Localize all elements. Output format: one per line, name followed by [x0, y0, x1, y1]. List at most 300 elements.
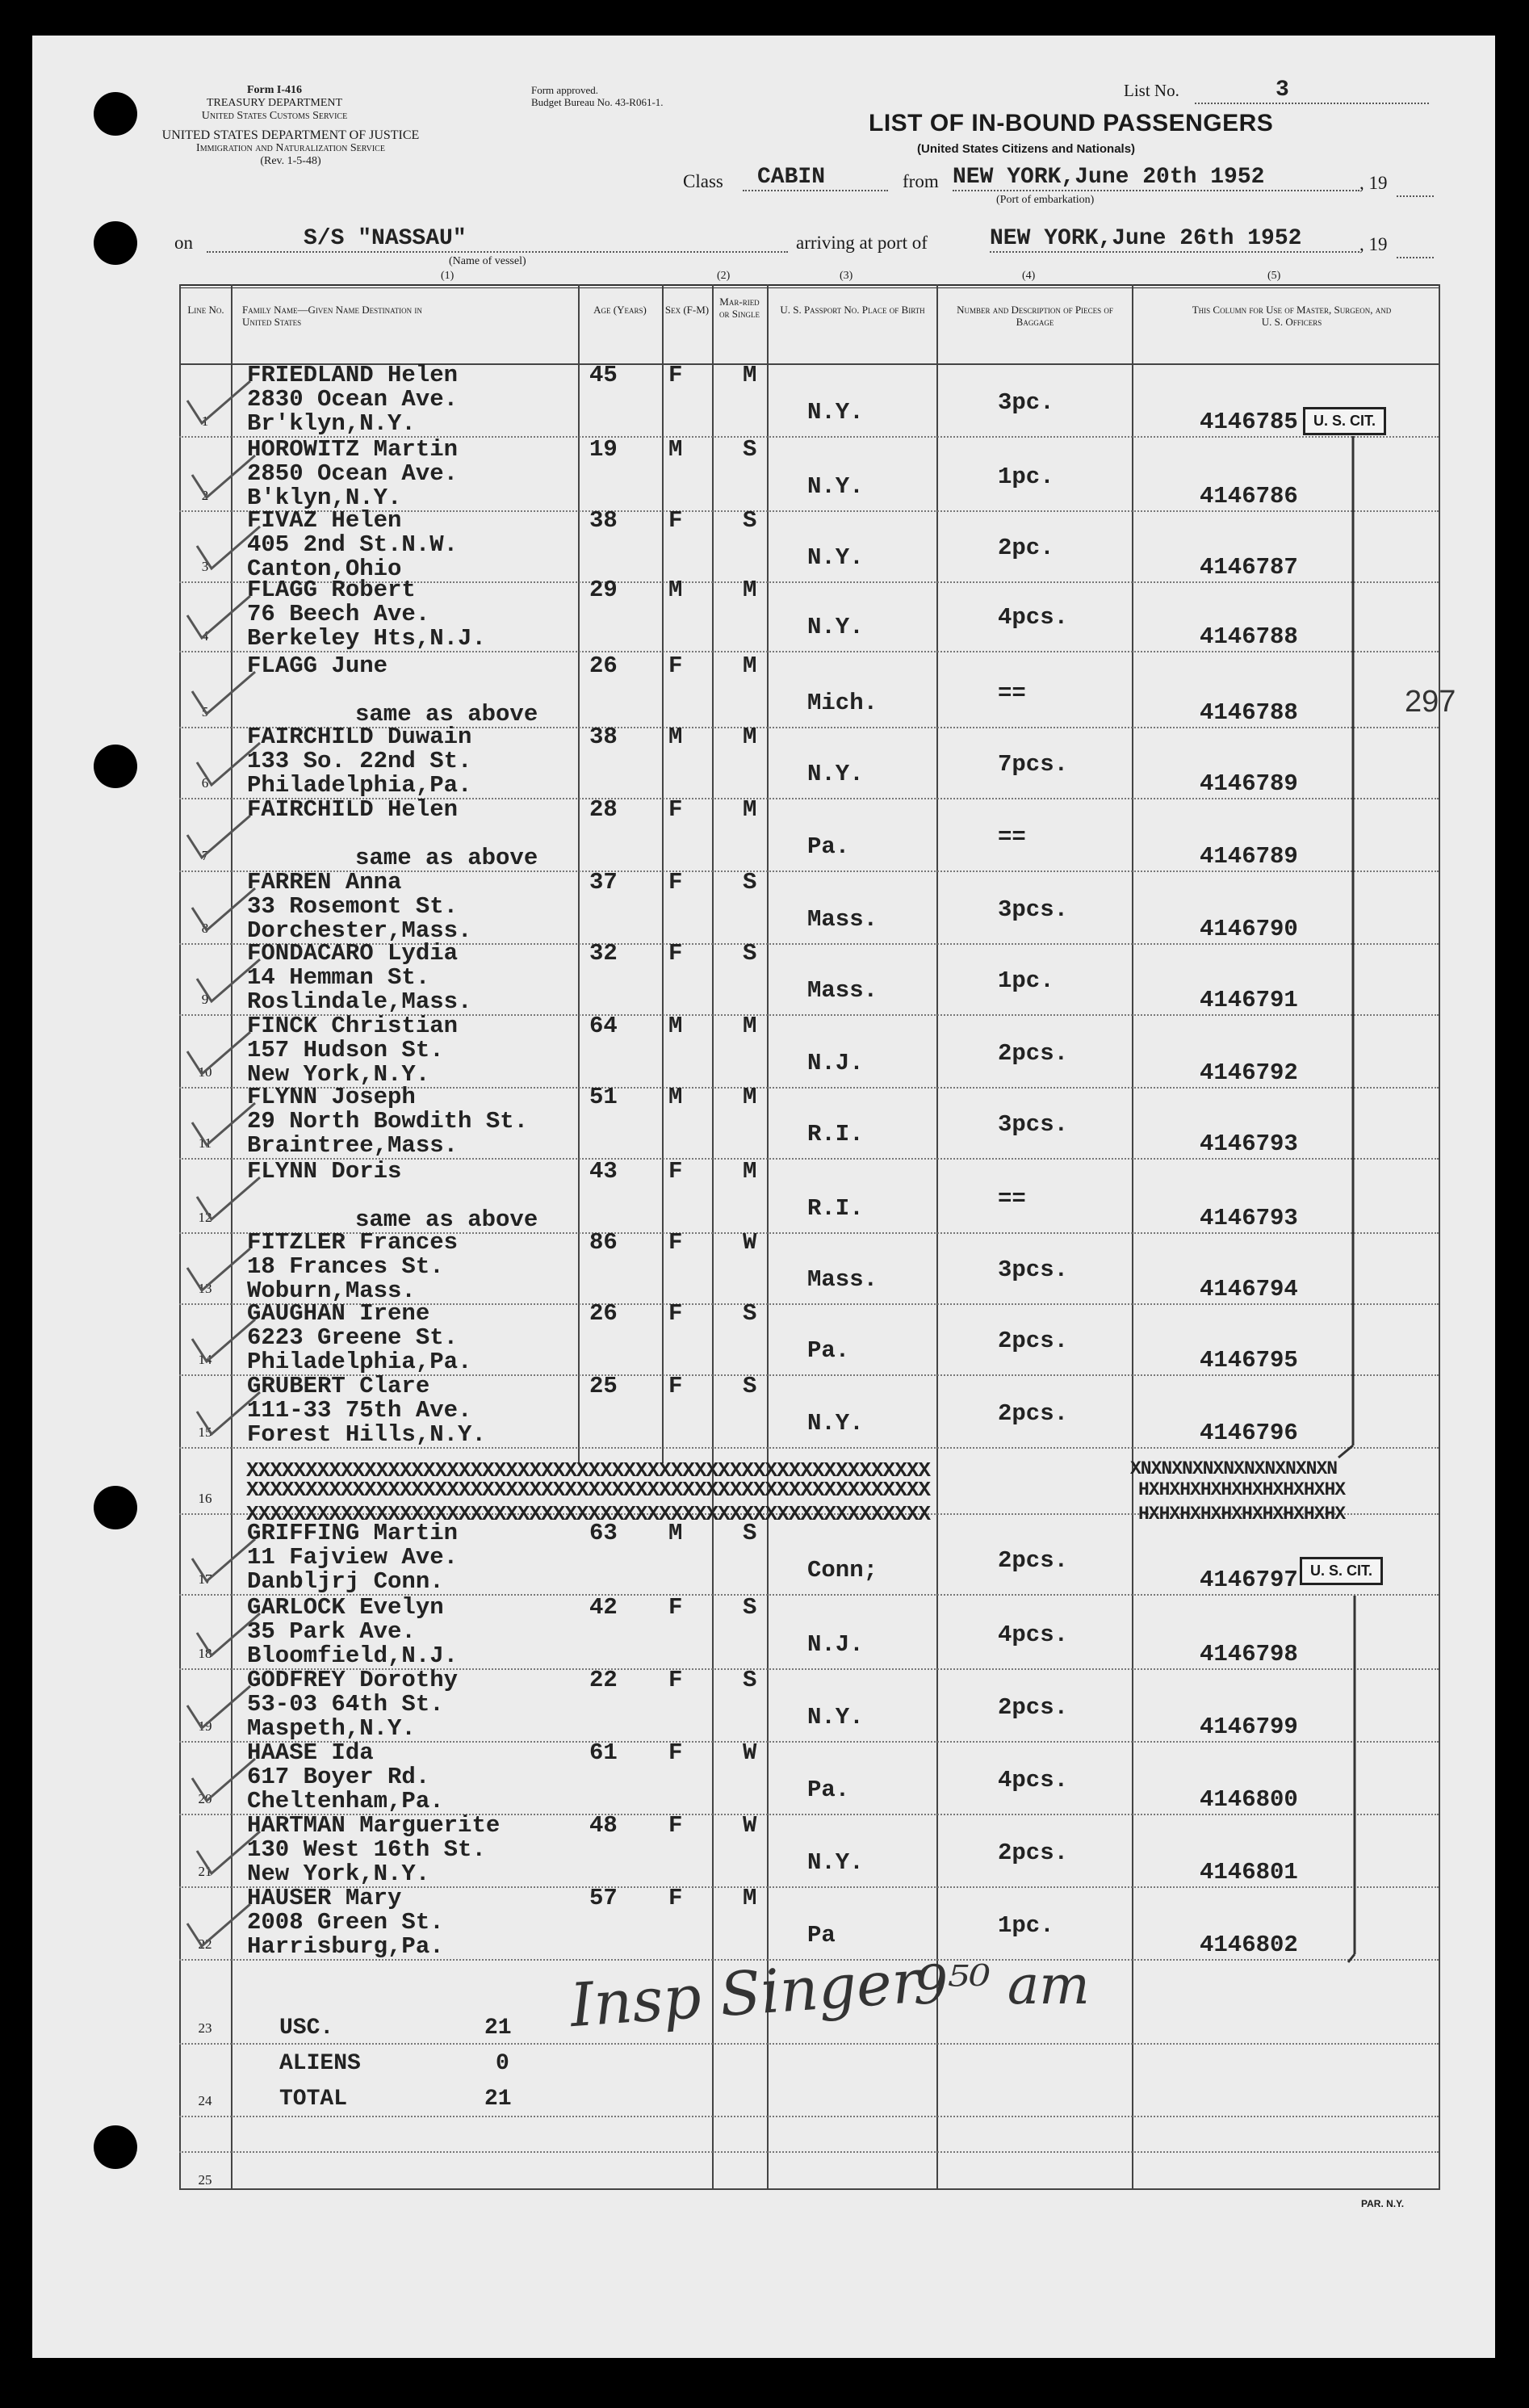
- customs-service: United States Customs Service: [201, 110, 348, 122]
- line-number: 9: [201, 992, 209, 1007]
- passenger-address-1: 2008 Green St.: [247, 1909, 444, 1936]
- baggage: 3pcs.: [998, 896, 1069, 923]
- punch-hole: [94, 745, 137, 788]
- check-mark-icon: [191, 1173, 263, 1229]
- line-number: 19: [198, 1718, 212, 1734]
- place-of-birth: N.Y.: [807, 399, 864, 426]
- col-divider: [767, 284, 769, 2190]
- passenger-address-2: Roslindale,Mass.: [247, 988, 472, 1015]
- cancel-strike-3: XXXXXXXXXXXXXXXXXXXXXXXXXXXXXXXXXXXXXXXXXXXXXXXXXXXXXXXXXX: [246, 1502, 930, 1526]
- col-divider: [712, 284, 714, 2190]
- check-mark-icon: [191, 1827, 263, 1883]
- passenger-marital: W: [743, 1812, 757, 1839]
- passenger-age: 38: [589, 724, 618, 750]
- total-label: TOTAL: [279, 2087, 348, 2112]
- line-number: 14: [198, 1352, 212, 1367]
- check-mark-icon: [191, 1387, 263, 1444]
- passenger-name: FLAGG June: [247, 652, 388, 679]
- passenger-name: HARTMAN Marguerite: [247, 1812, 501, 1839]
- from-value: NEW YORK,June 20th 1952: [953, 165, 1359, 191]
- place-of-birth: N.J.: [807, 1050, 864, 1076]
- officer-number: 4146797: [1200, 1567, 1298, 1593]
- place-of-birth: R.I.: [807, 1195, 864, 1222]
- passenger-age: 48: [589, 1812, 618, 1839]
- passenger-name: FARREN Anna: [247, 869, 402, 896]
- baggage: 4pcs.: [998, 604, 1069, 631]
- passenger-name: GARLOCK Evelyn: [247, 1594, 444, 1621]
- passenger-age: 26: [589, 652, 618, 679]
- passenger-name: HAUSER Mary: [247, 1885, 402, 1911]
- passenger-name: GODFREY Dorothy: [247, 1667, 459, 1693]
- baggage: 1pc.: [998, 1912, 1054, 1939]
- place-of-birth: Mass.: [807, 977, 878, 1004]
- passenger-age: 32: [589, 940, 618, 967]
- cancel-strike-1: XXXXXXXXXXXXXXXXXXXXXXXXXXXXXXXXXXXXXXXXXXXXXXXXXXXXXXXXXX: [246, 1458, 930, 1483]
- place-of-birth: Mass.: [807, 1266, 878, 1293]
- line-number: 18: [198, 1646, 212, 1661]
- place-of-birth: N.Y.: [807, 1704, 864, 1730]
- line-number: 5: [201, 704, 209, 719]
- officer-number: 4146788: [1200, 699, 1298, 726]
- passenger-age: 42: [589, 1594, 618, 1621]
- total-aliens-label: ALIENS: [279, 2051, 361, 2076]
- passenger-address-2: Bloomfield,N.J.: [247, 1642, 459, 1669]
- passenger-marital: S: [743, 940, 757, 967]
- passenger-sex: F: [668, 652, 683, 679]
- passenger-address-2: Canton,Ohio: [247, 556, 402, 582]
- baggage: 2pcs.: [998, 1328, 1069, 1354]
- line-number: 17: [198, 1571, 212, 1587]
- passenger-age: 37: [589, 869, 618, 896]
- passenger-address-1: 14 Hemman St.: [247, 964, 430, 991]
- passenger-address-2: Philadelphia,Pa.: [247, 1349, 472, 1375]
- col-divider: [1132, 284, 1133, 2190]
- baggage: 3pc.: [998, 389, 1054, 416]
- place-of-birth: N.J.: [807, 1631, 864, 1658]
- passenger-name: GRUBERT Clare: [247, 1373, 430, 1399]
- us-cit-stamp: U. S. CIT.: [1303, 407, 1386, 435]
- year-blank-2: [1397, 241, 1434, 258]
- row-rule: [179, 2116, 1439, 2117]
- year-blank: [1397, 179, 1434, 197]
- check-mark-icon: [191, 1609, 263, 1665]
- passenger-address-2: Berkeley Hts,N.J.: [247, 625, 486, 652]
- officer-number: 4146800: [1200, 1786, 1298, 1813]
- passenger-address-2: Philadelphia,Pa.: [247, 772, 472, 799]
- passenger-name: FIVAZ Helen: [247, 507, 402, 534]
- passenger-address-1: 33 Rosemont St.: [247, 893, 459, 920]
- budget-bureau: Budget Bureau No. 43-R061-1.: [531, 96, 664, 108]
- passenger-marital: M: [743, 362, 757, 388]
- inspector-signature: Insp Singer: [568, 1946, 923, 2041]
- passenger-marital: M: [743, 1158, 757, 1185]
- line-number: 20: [198, 1791, 212, 1806]
- baggage: 1pc.: [998, 967, 1054, 994]
- inspection-time: 9⁵⁰ am: [914, 1954, 1090, 2016]
- col-number-4: (4): [1022, 270, 1036, 282]
- passenger-sex: F: [668, 507, 683, 534]
- punch-hole: [94, 92, 137, 136]
- place-of-birth: Mass.: [807, 906, 878, 933]
- officer-number: 4146791: [1200, 987, 1298, 1013]
- baggage: 3pcs.: [998, 1111, 1069, 1138]
- passenger-sex: F: [668, 1300, 683, 1327]
- place-of-birth: N.Y.: [807, 761, 864, 787]
- col-header-officers: This Column for Use of Master, Surgeon, and U. S. Officers: [1192, 304, 1392, 328]
- baggage: ==: [998, 824, 1026, 850]
- punch-hole: [94, 2125, 137, 2169]
- passenger-sex: M: [668, 1013, 683, 1039]
- place-of-birth: Pa.: [807, 833, 850, 860]
- line-number: 7: [201, 848, 209, 863]
- officer-number: 4146801: [1200, 1859, 1298, 1886]
- form-number: Form I-416: [246, 84, 303, 96]
- passenger-name: HAASE Ida: [247, 1739, 374, 1766]
- passenger-age: 19: [589, 436, 618, 463]
- col-header-name: Family Name—Given Name Destination in United States: [242, 304, 422, 328]
- place-of-birth: Pa.: [807, 1777, 850, 1803]
- row-rule: [179, 1447, 1439, 1449]
- passenger-age: 25: [589, 1373, 618, 1399]
- passenger-marital: W: [743, 1229, 757, 1256]
- check-mark-icon: [186, 451, 258, 507]
- passenger-address-1: 18 Frances St.: [247, 1253, 444, 1280]
- passenger-sex: F: [668, 796, 683, 823]
- line-number: 23: [198, 2020, 212, 2036]
- place-of-birth: N.Y.: [807, 1849, 864, 1876]
- passenger-marital: S: [743, 1667, 757, 1693]
- line-number: 3: [201, 559, 209, 574]
- form-rev: (Rev. 1-5-48): [260, 155, 321, 167]
- baggage: 2pcs.: [998, 1547, 1069, 1574]
- passenger-age: 64: [589, 1013, 618, 1039]
- officer-number: 4146790: [1200, 916, 1298, 942]
- check-mark-icon: [181, 811, 253, 867]
- passenger-address-1: 2830 Ocean Ave.: [247, 386, 459, 413]
- form-approved: Form approved.: [531, 84, 599, 96]
- baggage: 3pcs.: [998, 1256, 1069, 1283]
- passenger-address-2: same as above: [355, 1206, 538, 1233]
- passenger-age: 45: [589, 362, 618, 388]
- passenger-address-2: Dorchester,Mass.: [247, 917, 472, 944]
- baggage: ==: [998, 680, 1026, 707]
- passenger-address-1: 130 West 16th St.: [247, 1836, 486, 1863]
- line-number: 2: [201, 488, 209, 503]
- port-embark-caption: (Port of embarkation): [996, 194, 1095, 206]
- passenger-address-2: Woburn,Mass.: [247, 1277, 416, 1304]
- bracket-lines: [1292, 420, 1389, 1970]
- col-header-age: Age (Years): [593, 304, 647, 316]
- passenger-address-2: Cheltenham,Pa.: [247, 1788, 444, 1814]
- col-header-married: Mar-ried or Single: [719, 296, 760, 320]
- passenger-sex: M: [668, 724, 683, 750]
- approval-block: [531, 84, 664, 108]
- baggage: 4pcs.: [998, 1767, 1069, 1793]
- passenger-age: 22: [589, 1667, 618, 1693]
- table-top-rule: [179, 284, 1439, 286]
- place-of-birth: N.Y.: [807, 614, 864, 640]
- passenger-marital: S: [743, 507, 757, 534]
- passenger-sex: M: [668, 1084, 683, 1110]
- passenger-name: FITZLER Frances: [247, 1229, 459, 1256]
- table-bottom-rule: [179, 2188, 1439, 2190]
- cancel-strike-4: XNXNXNXNXNXNXNXNXNXN: [1130, 1458, 1338, 1479]
- treasury-dept: TREASURY DEPARTMENT: [206, 97, 343, 109]
- passenger-marital: M: [743, 1013, 757, 1039]
- passenger-marital: S: [743, 1373, 757, 1399]
- passenger-age: 28: [589, 796, 618, 823]
- line-number: 11: [198, 1135, 212, 1151]
- col-number-5: (5): [1267, 270, 1281, 282]
- place-of-birth: Pa: [807, 1922, 836, 1949]
- passenger-address-2: Forest Hills,N.Y.: [247, 1421, 486, 1448]
- place-of-birth: N.Y.: [807, 544, 864, 571]
- page-subtitle: (United States Citizens and Nationals): [917, 142, 1136, 156]
- baggage: 2pcs.: [998, 1040, 1069, 1067]
- passenger-sex: F: [668, 940, 683, 967]
- place-of-birth: R.I.: [807, 1121, 864, 1147]
- on-label: on: [174, 233, 193, 253]
- passenger-name: HOROWITZ Martin: [247, 436, 459, 463]
- table-top-rule-2: [179, 287, 1439, 288]
- passenger-address-2: New York,N.Y.: [247, 1061, 430, 1088]
- passenger-address-1: 111-33 75th Ave.: [247, 1397, 472, 1424]
- baggage: 2pcs.: [998, 1694, 1069, 1721]
- passenger-name: FINCK Christian: [247, 1013, 459, 1039]
- passenger-marital: M: [743, 577, 757, 603]
- check-mark-icon: [181, 1244, 253, 1300]
- line-number: 24: [198, 2093, 212, 2108]
- passenger-marital: S: [743, 1594, 757, 1621]
- baggage: 1pc.: [998, 464, 1054, 490]
- passenger-address-1: 617 Boyer Rd.: [247, 1764, 430, 1790]
- officer-number: 4146794: [1200, 1276, 1298, 1303]
- passenger-address-1: 11 Fajview Ave.: [247, 1544, 459, 1571]
- year-suffix-2: , 19: [1359, 234, 1388, 254]
- officer-number: 4146799: [1200, 1714, 1298, 1740]
- officer-number: 4146793: [1200, 1131, 1298, 1157]
- passenger-age: 61: [589, 1739, 618, 1766]
- check-mark-icon: [181, 376, 253, 433]
- passenger-address-2: Br'klyn,N.Y.: [247, 410, 416, 437]
- baggage: 2pcs.: [998, 1840, 1069, 1866]
- class-label: Class: [683, 171, 723, 191]
- place-of-birth: Pa.: [807, 1337, 850, 1364]
- col-number-1: (1): [441, 270, 455, 282]
- check-mark-icon: [181, 591, 253, 648]
- passenger-address-2: New York,N.Y.: [247, 1861, 430, 1887]
- passenger-address-1: 157 Hudson St.: [247, 1037, 444, 1063]
- check-mark-icon: [191, 522, 263, 578]
- punch-hole: [94, 1486, 137, 1529]
- passenger-marital: M: [743, 652, 757, 679]
- list-no-label: List No.: [1124, 81, 1179, 100]
- arriving-label: arriving at port of: [796, 233, 928, 253]
- passenger-sex: M: [668, 577, 683, 603]
- col-divider: [578, 284, 580, 1463]
- form-header-block: [161, 84, 387, 123]
- from-label: from: [903, 171, 939, 191]
- officer-number: 4146786: [1200, 483, 1298, 510]
- check-mark-icon: [186, 1534, 258, 1591]
- row-rule: [179, 2043, 1439, 2045]
- place-of-birth: N.Y.: [807, 473, 864, 500]
- officer-number: 4146787: [1200, 554, 1298, 581]
- total-usc-value: 21: [484, 2016, 512, 2041]
- col-header-line: Line No.: [187, 304, 224, 316]
- cancel-strike-5: HXHXHXHXHXHXHXHXHXHX: [1138, 1479, 1346, 1500]
- line-number: 22: [198, 1936, 212, 1952]
- passenger-age: 29: [589, 577, 618, 603]
- line-number: 15: [198, 1424, 212, 1440]
- passenger-name: FAIRCHILD Duwain: [247, 724, 472, 750]
- check-mark-icon: [186, 1315, 258, 1371]
- passenger-sex: F: [668, 362, 683, 388]
- check-mark-icon: [191, 738, 263, 795]
- col-divider: [662, 284, 664, 1463]
- passenger-sex: M: [668, 1520, 683, 1546]
- passenger-name: FLYNN Doris: [247, 1158, 402, 1185]
- passenger-address-1: 6223 Greene St.: [247, 1324, 459, 1351]
- passenger-sex: F: [668, 1739, 683, 1766]
- baggage: 7pcs.: [998, 751, 1069, 778]
- passenger-name: FRIEDLAND Helen: [247, 362, 459, 388]
- ins-service: Immigration and Naturalization Service: [196, 142, 385, 154]
- check-mark-icon: [186, 1098, 258, 1155]
- line-number: 12: [198, 1210, 212, 1225]
- officer-number: 4146789: [1200, 843, 1298, 870]
- passenger-sex: F: [668, 1667, 683, 1693]
- row-rule: [179, 2151, 1439, 2153]
- passenger-address-2: Danbljrj Conn.: [247, 1568, 444, 1595]
- col-divider: [936, 284, 938, 2190]
- vessel-caption: (Name of vessel): [449, 255, 526, 267]
- line-number: 6: [201, 775, 209, 791]
- officer-number: 4146796: [1200, 1420, 1298, 1446]
- passenger-address-1: 35 Park Ave.: [247, 1618, 416, 1645]
- passenger-address-1: 405 2nd St.N.W.: [247, 531, 459, 558]
- check-mark-icon: [181, 1681, 253, 1738]
- check-mark-icon: [186, 1754, 258, 1810]
- passenger-address-1: 133 So. 22nd St.: [247, 748, 472, 774]
- baggage: 2pc.: [998, 535, 1054, 561]
- passenger-name: FLAGG Robert: [247, 577, 416, 603]
- class-value: CABIN: [743, 165, 888, 191]
- cancel-strike-2: XXXXXXXXXXXXXXXXXXXXXXXXXXXXXXXXXXXXXXXXXXXXXXXXXXXXXXXXXX: [246, 1478, 930, 1502]
- check-mark-icon: [191, 954, 263, 1011]
- passenger-name: FLYNN Joseph: [247, 1084, 416, 1110]
- passenger-address-1: 2850 Ocean Ave.: [247, 460, 459, 487]
- line-number: 16: [198, 1491, 212, 1506]
- line-number: 21: [198, 1864, 212, 1879]
- passenger-sex: F: [668, 1158, 683, 1185]
- col-header-baggage: Number and Description of Pieces of Baggage: [957, 304, 1113, 328]
- col-number-3: (3): [840, 270, 853, 282]
- cancel-strike-6: HXHXHXHXHXHXHXHXHXHX: [1138, 1504, 1346, 1525]
- line-number: 4: [201, 628, 209, 644]
- place-of-birth: Conn;: [807, 1557, 878, 1584]
- passenger-name: FONDACARO Lydia: [247, 940, 459, 967]
- us-cit-stamp: U. S. CIT.: [1300, 1557, 1383, 1585]
- col-header-passport: U. S. Passport No. Place of Birth: [780, 304, 925, 316]
- passenger-marital: S: [743, 1300, 757, 1327]
- baggage: 2pcs.: [998, 1400, 1069, 1427]
- check-mark-icon: [181, 1027, 253, 1084]
- justice-dept: UNITED STATES DEPARTMENT OF JUSTICE: [161, 128, 420, 142]
- officer-number: 4146802: [1200, 1932, 1298, 1958]
- passenger-marital: W: [743, 1739, 757, 1766]
- baggage: 4pcs.: [998, 1621, 1069, 1648]
- col-header-sex: Sex (F-M): [664, 304, 710, 316]
- passenger-age: 26: [589, 1300, 618, 1327]
- justice-block: [137, 129, 444, 168]
- list-no-value: 3: [1195, 78, 1429, 104]
- passenger-name: FAIRCHILD Helen: [247, 796, 459, 823]
- baggage: ==: [998, 1185, 1026, 1212]
- passenger-age: 57: [589, 1885, 618, 1911]
- passenger-marital: S: [743, 1520, 757, 1546]
- passenger-marital: M: [743, 724, 757, 750]
- check-mark-icon: [186, 667, 258, 724]
- passenger-marital: S: [743, 436, 757, 463]
- passenger-address-2: Braintree,Mass.: [247, 1132, 459, 1159]
- passenger-address-1: 53-03 64th St.: [247, 1691, 444, 1718]
- line-number: 1: [201, 413, 209, 429]
- officer-number: 4146792: [1200, 1059, 1298, 1086]
- total-usc-label: USC.: [279, 2016, 334, 2041]
- officer-number: 4146785: [1200, 409, 1298, 435]
- place-of-birth: N.Y.: [807, 1410, 864, 1437]
- line-number: 10: [198, 1064, 212, 1080]
- total-value: 21: [484, 2087, 512, 2112]
- passenger-sex: F: [668, 1594, 683, 1621]
- punch-hole: [94, 221, 137, 265]
- passenger-marital: M: [743, 1885, 757, 1911]
- passenger-address-1: 76 Beech Ave.: [247, 601, 430, 627]
- passenger-marital: M: [743, 796, 757, 823]
- passenger-age: 86: [589, 1229, 618, 1256]
- check-mark-icon: [186, 883, 258, 940]
- line-number: 13: [198, 1281, 212, 1296]
- officer-number: 4146798: [1200, 1641, 1298, 1668]
- passenger-sex: M: [668, 436, 683, 463]
- vessel-name: S/S "NASSAU": [207, 226, 788, 253]
- year-suffix: , 19: [1359, 173, 1388, 193]
- col-divider: [1439, 284, 1440, 2190]
- passenger-address-1: 29 North Bowdith St.: [247, 1108, 529, 1135]
- passenger-sex: F: [668, 1229, 683, 1256]
- place-of-birth: Mich.: [807, 690, 878, 716]
- passenger-address-2: same as above: [355, 845, 538, 871]
- passenger-sex: F: [668, 1885, 683, 1911]
- check-mark-icon: [181, 1899, 253, 1956]
- passenger-marital: M: [743, 1084, 757, 1110]
- officer-number: 4146788: [1200, 623, 1298, 650]
- passenger-sex: F: [668, 1373, 683, 1399]
- line-number: 25: [198, 2172, 212, 2188]
- line-number: 8: [201, 921, 209, 936]
- margin-number: 297: [1405, 685, 1456, 719]
- officer-number: 4146795: [1200, 1347, 1298, 1374]
- officer-number: 4146789: [1200, 770, 1298, 797]
- passenger-address-2: Harrisburg,Pa.: [247, 1933, 444, 1960]
- passenger-name: GAUGHAN Irene: [247, 1300, 430, 1327]
- passenger-name: GRIFFING Martin: [247, 1520, 459, 1546]
- arriving-value: NEW YORK,June 26th 1952: [990, 226, 1359, 253]
- officer-number: 4146793: [1200, 1205, 1298, 1231]
- page-title: LIST OF IN-BOUND PASSENGERS: [869, 110, 1274, 136]
- passenger-sex: F: [668, 869, 683, 896]
